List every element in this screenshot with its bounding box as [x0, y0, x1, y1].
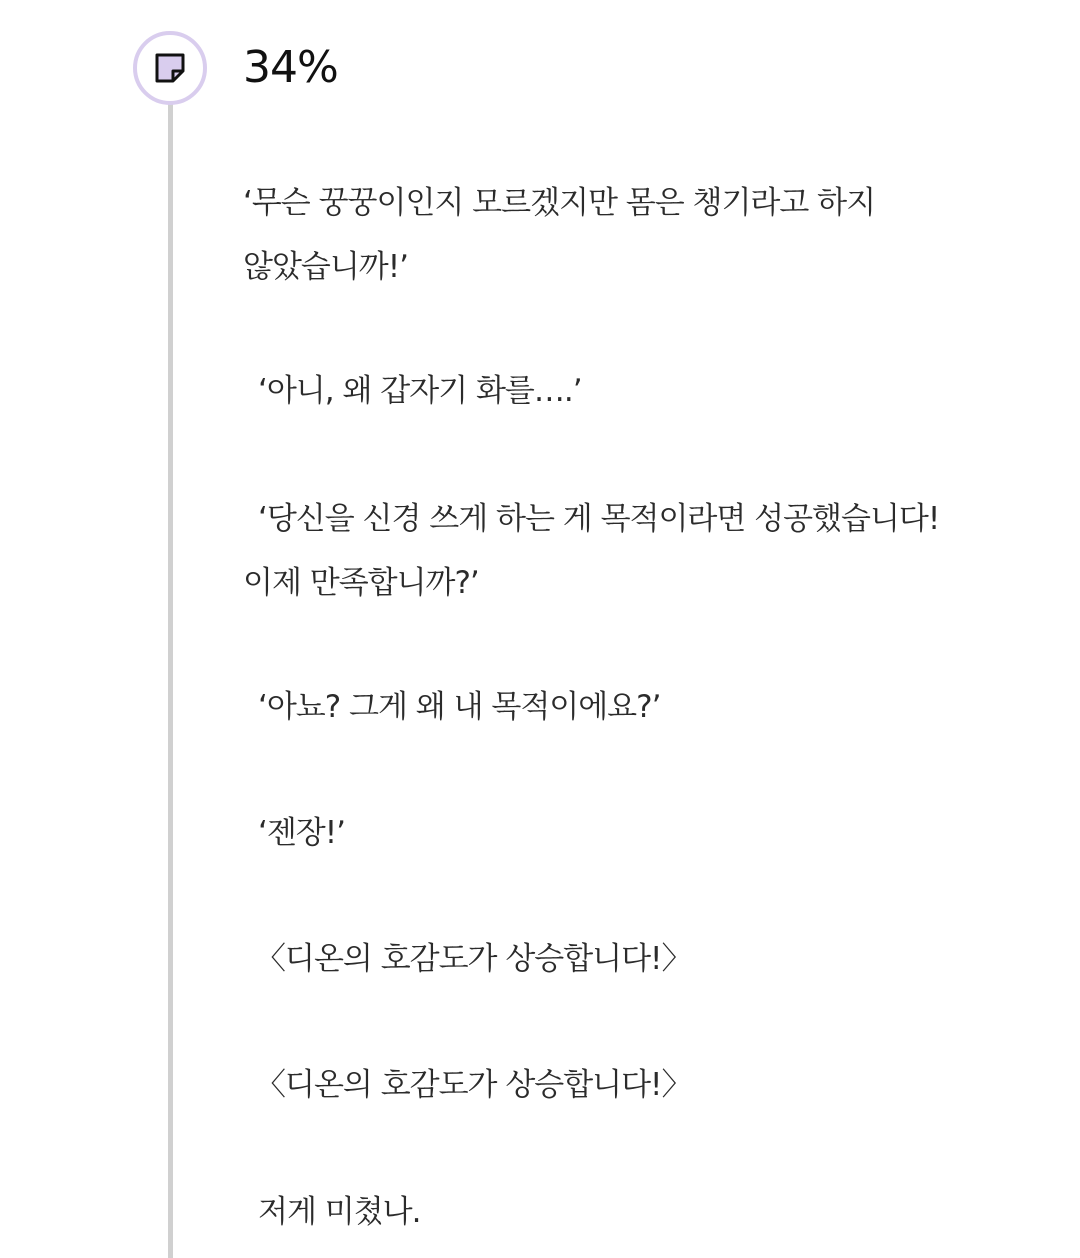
- passage-5: [0, 801, 1080, 865]
- passage-7: [0, 1053, 1080, 1117]
- passage-line: 저게 미쳤나.: [258, 1194, 421, 1230]
- passage-3: [0, 487, 1080, 615]
- passage-8: [0, 1180, 1080, 1244]
- passage-line: 않았습니까!’: [243, 249, 409, 285]
- passage-line: 이제 만족합니까?’: [243, 565, 479, 601]
- passage-line: ‘무슨 꿍꿍이인지 모르겠지만 몸은 챙기라고 하지: [243, 185, 876, 221]
- passage-line: ‘당신을 신경 쓰게 하는 게 목적이라면 성공했습니다!: [258, 501, 940, 537]
- system-message: 〈디온의 호감도가 상승합니다!〉: [255, 941, 692, 977]
- passage-2: [0, 359, 1080, 423]
- passage-line: ‘젠장!’: [258, 815, 346, 851]
- passage-1: [0, 171, 1080, 299]
- progress-percent: 34%: [243, 42, 338, 93]
- passage-line: ‘아니, 왜 갑자기 화를….’: [258, 373, 582, 409]
- sticky-note-icon: [153, 51, 187, 85]
- passage-6: [0, 927, 1080, 991]
- system-message: 〈디온의 호감도가 상승합니다!〉: [255, 1067, 692, 1103]
- passage-4: [0, 675, 1080, 739]
- passage-line: ‘아뇨? 그게 왜 내 목적이에요?’: [258, 689, 661, 725]
- memo-node[interactable]: [133, 31, 207, 105]
